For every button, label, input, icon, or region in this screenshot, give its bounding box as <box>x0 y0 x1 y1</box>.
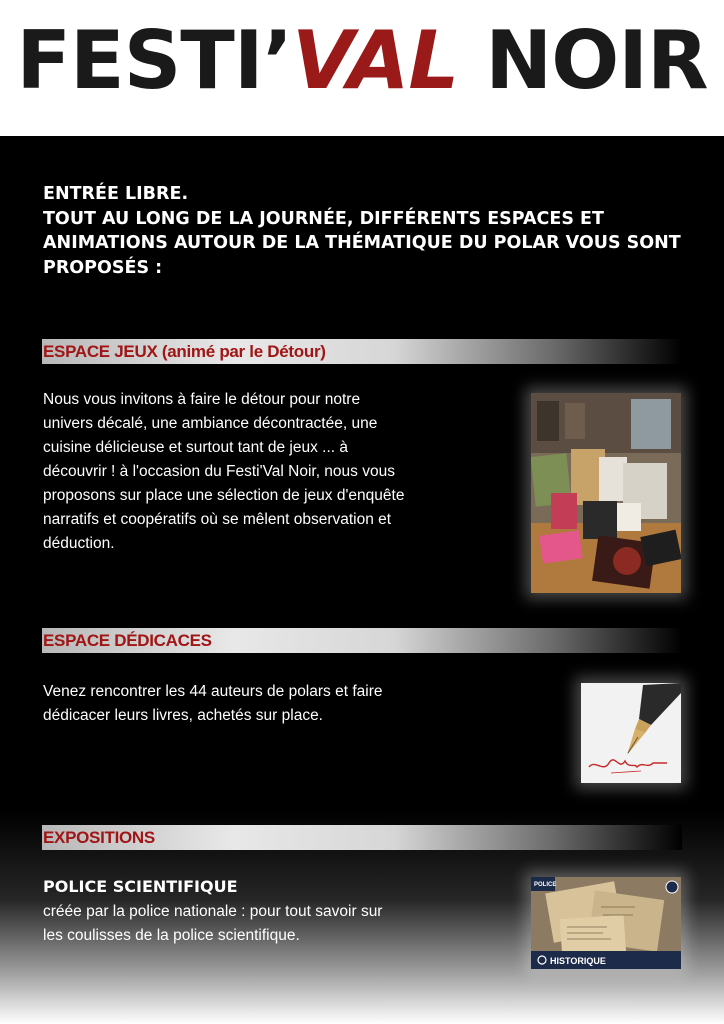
text-line: univers décalé, une ambiance décontractée, une <box>43 415 378 432</box>
text-line: les coulisses de la police scientifique. <box>43 927 300 944</box>
section-text-jeux <box>43 388 404 556</box>
text-line: créée par la police nationale : pour tout savoir sur <box>43 903 383 920</box>
fountain-pen-signature-photo <box>581 683 681 783</box>
section-banner-expositions <box>42 825 682 850</box>
intro-line: TOUT AU LONG DE LA JOURNÉE, DIFFÉRENTS ESPACES ET <box>43 208 604 229</box>
text-line: déduction. <box>43 535 115 552</box>
historique-label: HISTORIQUE <box>550 956 606 966</box>
title-part-festi: FESTI’ <box>16 14 293 107</box>
police-historique-photo <box>531 877 681 969</box>
text-line: Nous vous invitons à faire le détour pour notre <box>43 391 361 408</box>
expo-subheading: POLICE SCIENTIFIQUE <box>43 877 238 896</box>
section-heading-jeux: ESPACE JEUX (animé par le Détour) <box>43 342 326 361</box>
text-line: Venez rencontrer les 44 auteurs de polars et faire <box>43 683 383 700</box>
text-line: cuisine délicieuse et surtout tant de jeux ... à <box>43 439 349 456</box>
intro-line: ANIMATIONS AUTOUR DE LA THÉMATIQUE DU POLAR VOUS SONT <box>43 233 681 253</box>
section-text-dedicaces <box>43 680 382 728</box>
text-line: dédicacer leurs livres, achetés sur place. <box>43 707 323 724</box>
board-games-illustration <box>531 393 681 593</box>
title-part-val: VAL <box>292 14 459 107</box>
section-banner-dedicaces <box>42 628 682 653</box>
board-games-photo <box>531 393 681 593</box>
fountain-pen-illustration <box>581 683 681 783</box>
poster-header <box>0 0 724 136</box>
text-line: découvrir ! à l'occasion du Festi'Val Noir, nous vous <box>43 463 395 480</box>
police-corner-label: POLICE <box>534 882 557 888</box>
title-part-noir: NOIR <box>458 14 708 107</box>
intro-line: ENTRÉE LIBRE. <box>43 184 189 204</box>
text-line: narratifs et coopératifs où se mêlent observation et <box>43 511 392 528</box>
section-text-expositions <box>43 900 463 948</box>
section-heading-expositions: EXPOSITIONS <box>43 828 155 847</box>
intro-line: PROPOSÉS : <box>43 257 163 278</box>
festival-title <box>0 16 724 106</box>
intro-text <box>43 182 683 280</box>
section-heading-dedicaces: ESPACE DÉDICACES <box>43 631 212 650</box>
section-banner-jeux <box>42 339 682 364</box>
police-documents-illustration <box>531 877 681 969</box>
text-line: proposons sur place une sélection de jeux d'enquête <box>43 487 405 504</box>
